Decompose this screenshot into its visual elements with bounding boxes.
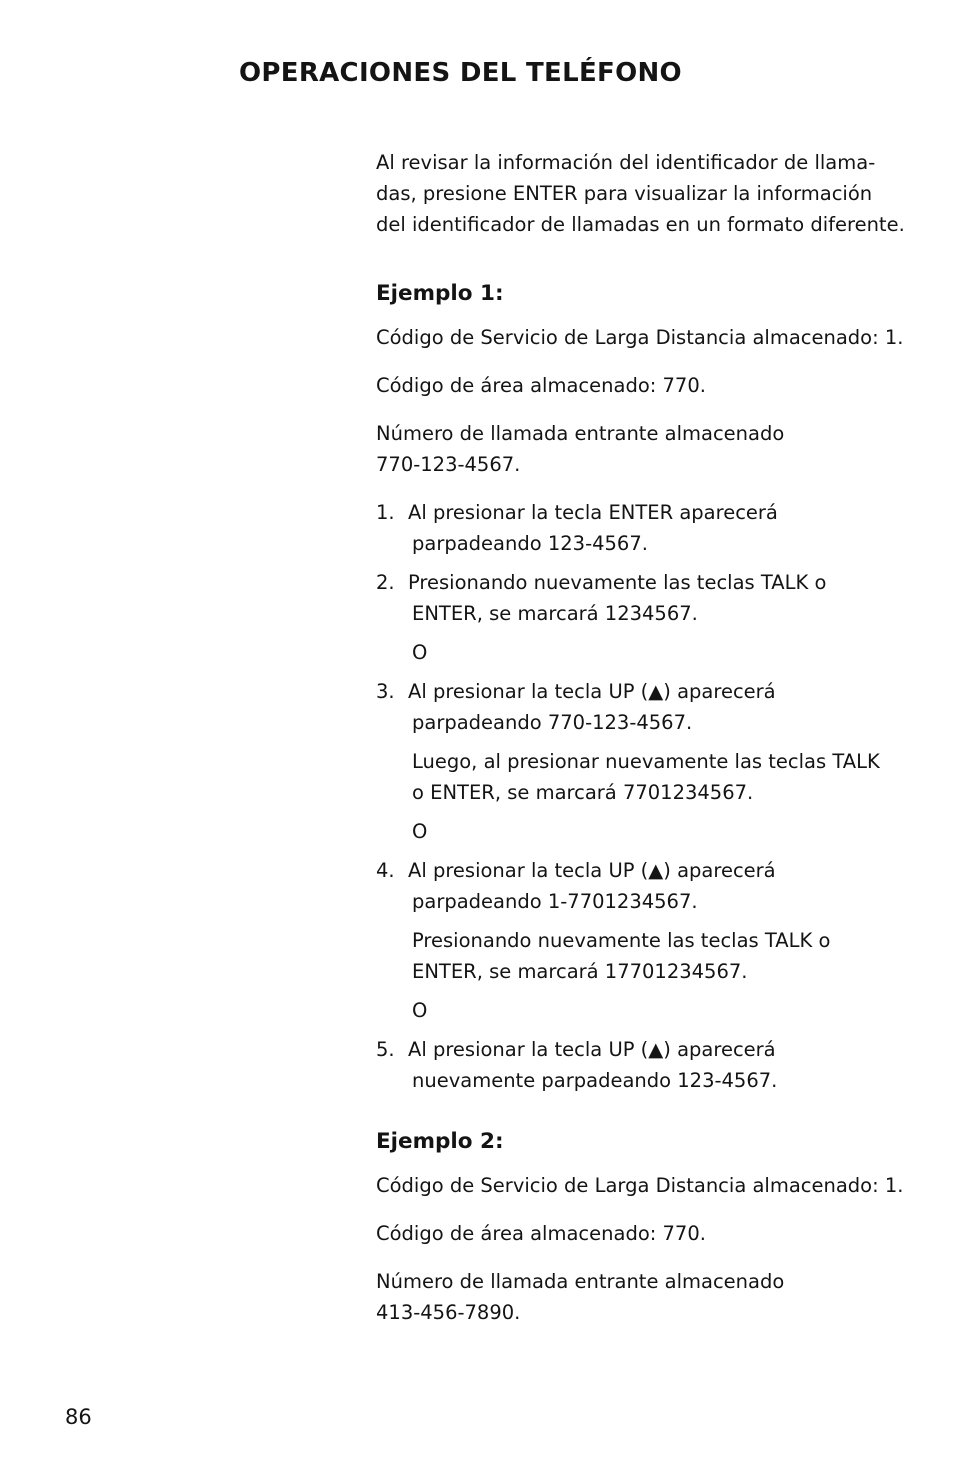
step-number: 3. (376, 680, 395, 703)
step-text: nuevamente parpadeando 123-4567. (412, 1069, 778, 1092)
step-text: parpadeando 770-123-4567. (412, 711, 693, 734)
step-2 (376, 567, 916, 629)
intro-paragraph (376, 147, 916, 240)
intro-line: Al revisar la información del identificador de llama- (376, 151, 876, 174)
step-text: Presionando nuevamente las teclas TALK o (408, 571, 827, 594)
example-1-steps (376, 497, 916, 1096)
example-1-long-distance (376, 322, 916, 353)
step-number: 4. (376, 859, 395, 882)
step-number: 5. (376, 1038, 395, 1061)
incoming-number: 770-123-4567. (376, 453, 521, 476)
long-distance-text: Código de Servicio de Larga Distancia almacenado: 1. (376, 326, 904, 349)
incoming-line: Número de llamada entrante almacenado (376, 422, 785, 445)
followup-text: Luego, al presionar nuevamente las teclas TALK (412, 750, 880, 773)
or-separator: O (412, 999, 428, 1022)
step-4 (376, 855, 916, 917)
step-1 (376, 497, 916, 559)
example-1-heading: Ejemplo 1: (376, 281, 504, 306)
step-5 (376, 1034, 916, 1096)
followup-text: ENTER, se marcará 17701234567. (412, 960, 748, 983)
step-3 (376, 676, 916, 738)
intro-line: del identificador de llamadas en un formato diferente. (376, 213, 905, 236)
step-text: ENTER, se marcará 1234567. (412, 602, 698, 625)
incoming-line: Número de llamada entrante almacenado (376, 1270, 785, 1293)
step-text: Al presionar la tecla ENTER aparecerá (408, 501, 778, 524)
step-text: parpadeando 123-4567. (412, 532, 648, 555)
example-2-long-distance (376, 1170, 916, 1201)
step-text: Al presionar la tecla UP (▲) aparecerá (408, 859, 776, 882)
step-text: parpadeando 1-7701234567. (412, 890, 698, 913)
step-number: 2. (376, 571, 395, 594)
intro-line: das, presione ENTER para visualizar la información (376, 182, 873, 205)
section-title: OPERACIONES DEL TELÉFONO (239, 58, 682, 88)
example-2-heading: Ejemplo 2: (376, 1129, 504, 1154)
step-number: 1. (376, 501, 395, 524)
long-distance-text: Código de Servicio de Larga Distancia almacenado: 1. (376, 1174, 904, 1197)
step-3-followup (376, 746, 916, 808)
followup-text: Presionando nuevamente las teclas TALK o (412, 929, 831, 952)
main-content (376, 147, 916, 1345)
or-separator: O (412, 641, 428, 664)
or-separator: O (412, 820, 428, 843)
page-number: 86 (65, 1405, 92, 1429)
example-1-incoming (376, 418, 916, 480)
followup-text: o ENTER, se marcará 7701234567. (412, 781, 754, 804)
example-2-incoming (376, 1266, 916, 1328)
area-code-text: Código de área almacenado: 770. (376, 1222, 706, 1245)
incoming-number: 413-456-7890. (376, 1301, 521, 1324)
step-4-followup (376, 925, 916, 987)
step-text: Al presionar la tecla UP (▲) aparecerá (408, 680, 776, 703)
area-code-text: Código de área almacenado: 770. (376, 374, 706, 397)
example-1-area-code (376, 370, 916, 401)
step-text: Al presionar la tecla UP (▲) aparecerá (408, 1038, 776, 1061)
example-2-area-code (376, 1218, 916, 1249)
